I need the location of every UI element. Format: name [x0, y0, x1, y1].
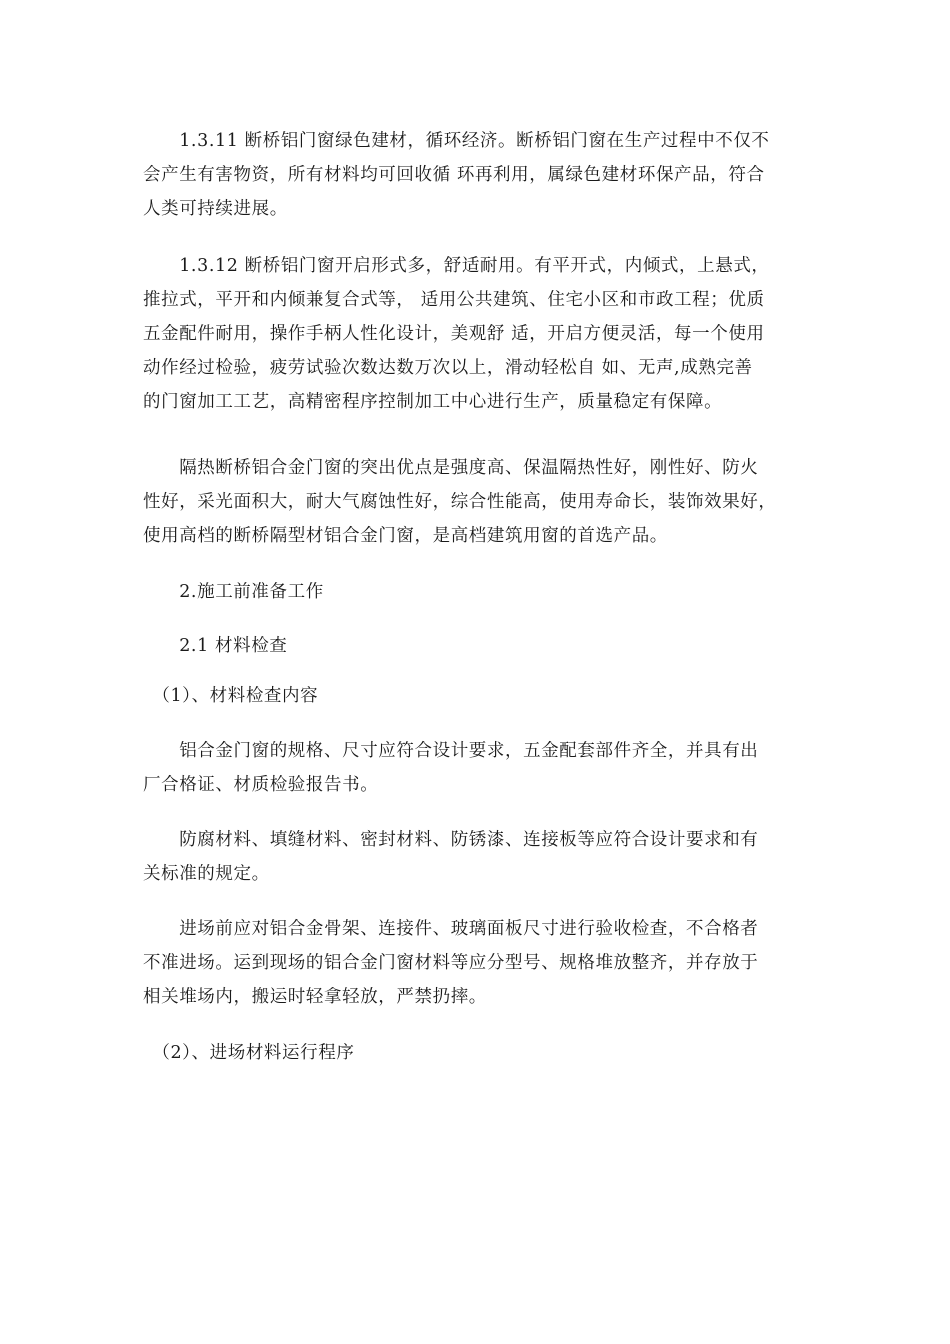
- paragraph-materials: [143, 823, 823, 891]
- text-line: （2）、进场材料运行程序: [143, 1043, 355, 1063]
- paragraph-inspection: [143, 912, 823, 1014]
- text-line: 1.3.12 断桥铝门窗开启形式多，舒适耐用。有平开式，内倾式，上悬式，: [143, 256, 770, 276]
- text-line: 厂合格证、材质检验报告书。: [143, 775, 379, 795]
- text-line: 防腐材料、填缝材料、密封材料、防锈漆、连接板等应符合设计要求和有: [143, 830, 759, 850]
- paragraph-specifications: [143, 734, 823, 802]
- paragraph-1-3-12: [143, 249, 823, 419]
- section-heading-2-1: [143, 629, 823, 663]
- paragraph-advantages: [143, 451, 823, 553]
- paragraph-1-3-11: [143, 124, 823, 226]
- text-line: 进场前应对铝合金骨架、连接件、玻璃面板尺寸进行验收检查，不合格者: [143, 919, 759, 939]
- text-line: 隔热断桥铝合金门窗的突出优点是强度高、保温隔热性好，刚性好、防火: [143, 458, 759, 478]
- text-line: 2.1 材料检查: [143, 636, 288, 656]
- text-line: 推拉式，平开和内倾兼复合式等， 适用公共建筑、住宅小区和市政工程；优质: [143, 290, 765, 310]
- section-heading-2: [143, 575, 823, 609]
- text-line: 2.施工前准备工作: [143, 582, 324, 602]
- text-line: 的门窗加工工艺，高精密程序控制加工中心进行生产，质量稳定有保障。: [143, 392, 723, 412]
- text-line: 动作经过检验，疲劳试验次数达数万次以上，滑动轻松自 如、无声,成熟完善: [143, 358, 753, 378]
- text-line: 不准进场。运到现场的铝合金门窗材料等应分型号、规格堆放整齐，并存放于: [143, 953, 759, 973]
- text-line: 关标准的规定。: [143, 864, 270, 884]
- text-line: 五金配件耐用，操作手柄人性化设计，美观舒 适，开启方便灵活，每一个使用: [143, 324, 765, 344]
- text-line: 会产生有害物资，所有材料均可回收循 环再利用，属绿色建材环保产品，符合: [143, 165, 765, 185]
- text-line: 性好，采光面积大，耐大气腐蚀性好，综合性能高，使用寿命长，装饰效果好，: [143, 492, 777, 512]
- subheading-1: [143, 679, 823, 713]
- text-line: （1）、材料检查内容: [143, 686, 319, 706]
- text-line: 铝合金门窗的规格、尺寸应符合设计要求，五金配套部件齐全，并具有出: [143, 741, 759, 761]
- text-line: 人类可持续进展。: [143, 199, 288, 219]
- text-line: 1.3.11 断桥铝门窗绿色建材，循环经济。断桥铝门窗在生产过程中不仅不: [143, 131, 770, 151]
- text-line: 相关堆场内，搬运时轻拿轻放，严禁扔摔。: [143, 987, 487, 1007]
- text-line: 使用高档的断桥隔型材铝合金门窗，是高档建筑用窗的首选产品。: [143, 526, 668, 546]
- subheading-2: [143, 1036, 823, 1070]
